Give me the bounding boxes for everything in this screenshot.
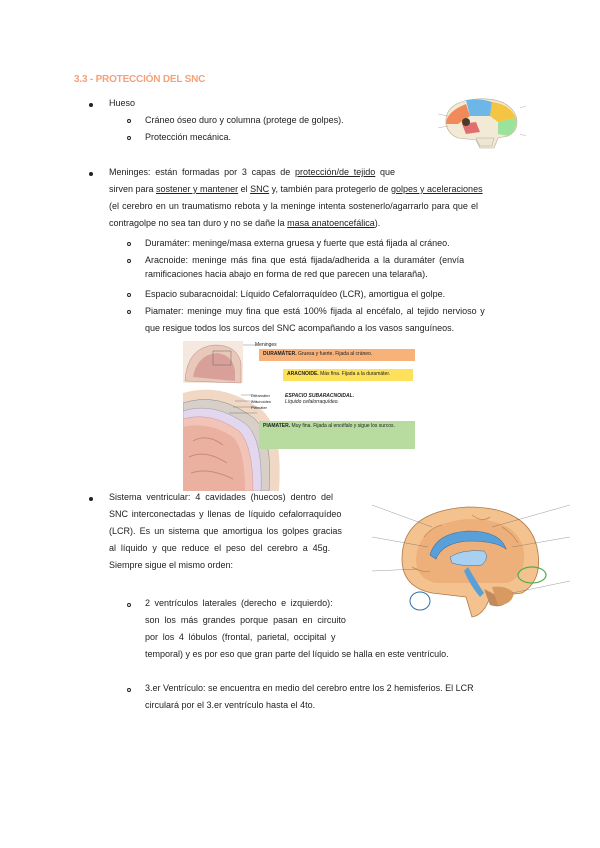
ventricular-line-1: Sistema ventricular: 4 cavidades (huecos) dentro del [109, 492, 334, 502]
ventricle-third-line-2: circulará por el 3.er ventrículo hasta el 4to. [145, 700, 316, 710]
side-label-duramater: Duramáter [251, 393, 270, 398]
sub-bullet [127, 688, 131, 692]
brain-ventricle-figure [372, 497, 570, 621]
meninge-item-dura: Duramáter: meninge/masa externa gruesa y fuerte que está fijada al cráneo. [145, 238, 450, 248]
sub-bullet [127, 259, 131, 263]
meninges-figure [183, 341, 419, 491]
sub-bullet [127, 242, 131, 246]
bullet [89, 103, 93, 107]
sub-bullet [127, 119, 131, 123]
ventricle-third-line-1: 3.er Ventrículo: se encuentra en medio del cerebro entre los 2 hemisferios. El LCR [145, 683, 474, 693]
meninges-line-3: (el cerebro en un traumatismo rebota y la meninge intenta sostenerlo/agarrarlo para que el [109, 201, 479, 211]
ventricle-lateral-line-3: por los 4 lóbulos (frontal, parietal, occipital y [145, 632, 336, 642]
meninges-line-4: contragolpe no sea tan duro y no se dañe la masa anatoencefálica). [109, 218, 381, 228]
sub-bullet [127, 136, 131, 140]
duramater-box: DURAMÁTER. Gruesa y fuerte. Fijada al cráneo. [259, 349, 415, 361]
ventricular-line-2: SNC interconectadas y llenas de líquido cefalorraquídeo [109, 509, 342, 519]
side-label-aracnoides: Aracnoides [251, 399, 272, 404]
ventricular-line-5: Siempre sigue el mismo orden: [109, 560, 234, 570]
hueso-item-2: Protección mecánica. [145, 132, 232, 142]
meninge-item-piamater-cont: que resigue todos los surcos del SNC acompañando a los vasos sanguíneos. [145, 323, 455, 333]
side-label-meninges: Meninges [255, 342, 277, 348]
meninges-line-1: Meninges: están formadas por 3 capas de protección/de tejido que [109, 167, 395, 177]
bullet [89, 497, 93, 501]
hueso-label: Hueso [109, 98, 136, 108]
meninge-item-aracnoide: Aracnoide: meninge más fina que está fijada/adherida a la duramáter (envía [145, 255, 465, 265]
espacio-box: ESPACIO SUBARACNOIDAL. Líquido cefalorraquídeo. [285, 393, 355, 405]
meninge-item-espacio: Espacio subaracnoidal: Líquido Cefalorraquídeo (LCR), amortigua el golpe. [145, 289, 446, 299]
sub-bullet [127, 310, 131, 314]
ventricle-lateral-line-4: temporal) y es por eso que gran parte del líquido se halla en este ventrículo. [145, 649, 449, 659]
sub-bullet [127, 603, 131, 607]
meninge-item-piamater: Piamater: meninge muy fina que está 100% fijada al encéfalo, al tejido nervioso y [145, 306, 485, 316]
sub-bullet [127, 293, 131, 297]
piamater-box: PIAMATER. Muy fina. Fijada al encéfalo y sigue los surcos. [259, 421, 415, 449]
ventricle-lateral-line-1: 2 ventrículos laterales (derecho e izquierdo): [145, 598, 333, 608]
meninges-line-2: sirven para sostener y mantener el SNC y, también para protegerlo de golpes y aceleraciones [109, 184, 483, 194]
ventricular-line-4: al líquido y que reduce el peso del cerebro a 45g. [109, 543, 331, 553]
section-title: 3.3 - PROTECCIÓN DEL SNC [74, 74, 206, 85]
ventricular-line-3: (LCR). Es un sistema que amortigua los golpes gracias [109, 526, 342, 536]
side-label-piamater: Piamáter [251, 405, 268, 410]
aracnoide-box: ARACNOIDE. Más fina. Fijada a la duramáter. [283, 369, 413, 381]
skull-image [436, 94, 528, 150]
meninge-item-aracnoide-cont: ramificaciones hacia abajo en forma de red que parecen una telaraña). [145, 269, 428, 279]
ventricle-lateral-line-2: son los más grandes porque pasan en circuito [145, 615, 346, 625]
bullet [89, 172, 93, 176]
hueso-item-1: Cráneo óseo duro y columna (protege de golpes). [145, 115, 344, 125]
